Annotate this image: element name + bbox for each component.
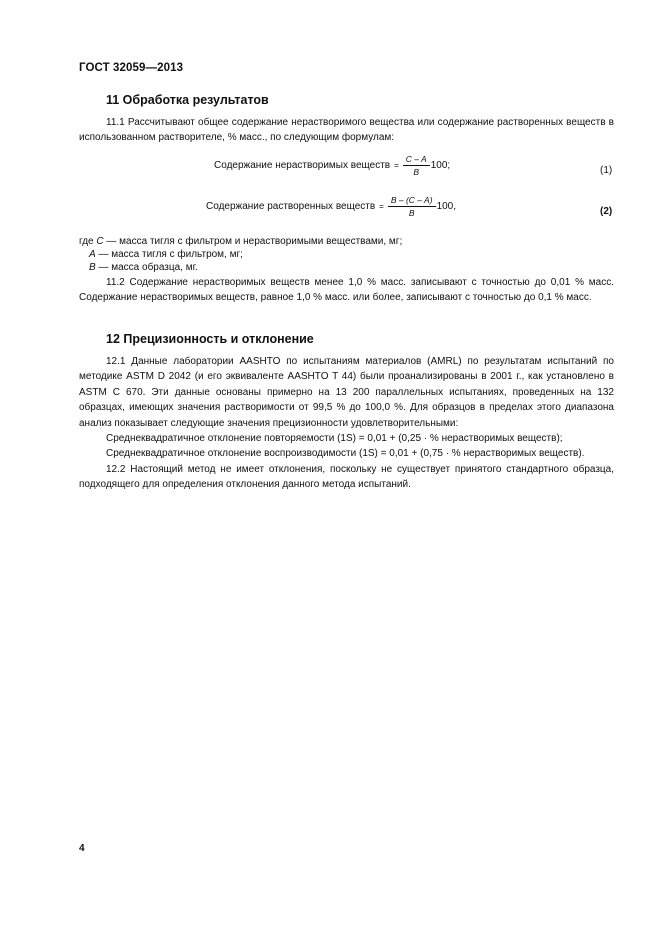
section-12-title: 12 Прецизионность и отклонение bbox=[106, 332, 314, 346]
paragraph-11-2: 11.2 Содержание нерастворимых веществ менее 1,0 % масс. записывают с точностью до 0,01 % масс. Содержание нерастворимых веществ, равное 1,0 % масс. или более, записывают с точностью до 0,1 % масс. bbox=[79, 277, 614, 304]
legend-b: B — масса образца, мг. bbox=[89, 262, 198, 274]
section-11-paragraph-2 bbox=[79, 275, 614, 306]
formula-2-lhs: Содержание растворенных веществ bbox=[206, 201, 376, 212]
formula-1-equals: = bbox=[394, 161, 399, 170]
paragraph-12-repeatability: Среднеквадратичное отклонение повторяемости (1S) = 0,01 + (0,25 · % нерастворимых веществ); bbox=[106, 433, 563, 445]
formula-2-denominator: B bbox=[408, 208, 415, 218]
formula-2-multiplier: 100, bbox=[436, 201, 457, 212]
legend-a: A — масса тигля с фильтром, мг; bbox=[89, 249, 243, 261]
formula-1-numerator: C – A bbox=[403, 154, 430, 166]
formula-1 bbox=[214, 154, 450, 177]
formula-2-numerator: B – (C – A) bbox=[388, 195, 436, 207]
formula-1-number: (1) bbox=[600, 165, 613, 176]
section-11-paragraph-1 bbox=[79, 115, 614, 146]
formula-1-multiplier: 100; bbox=[430, 160, 451, 171]
page-number: 4 bbox=[79, 843, 85, 854]
formula-1-denominator: B bbox=[413, 167, 420, 177]
formula-2-number: (2) bbox=[600, 206, 613, 217]
formula-2-fraction bbox=[388, 195, 436, 218]
paragraph-12-1: 12.1 Данные лаборатории AASHTO по испытаниям материалов (AMRL) по результатам испытаний по методике ASTM D 2042 (и его эквиваленте AASHTO T 44) были проанализированы в 2001 г., как установлено в ASTM C 670. Эти данные основаны примерно на 13 200 параллельных испытаниях, проведенных на 132 образцах, имеющих значения растворимости от 99,5 % до 100,0 %. Для образцов в пределах этого диапазона анализ показывает следующие значения прецизионности удовлетворительными: bbox=[79, 356, 614, 429]
paragraph-12-reproducibility: Среднеквадратичное отклонение воспроизводимости (1S) = 0,01 + (0,75 · % нерастворимых веществ). bbox=[106, 448, 585, 460]
variables-legend bbox=[79, 235, 614, 275]
formula-2-equals: = bbox=[379, 202, 384, 211]
section-11-title: 11 Обработка результатов bbox=[106, 93, 269, 107]
formula-2 bbox=[206, 195, 456, 218]
formula-1-fraction bbox=[403, 154, 430, 177]
legend-c: где C — масса тигля с фильтром и нерастворимыми веществами, мг; bbox=[79, 236, 403, 247]
document-header: ГОСТ 32059—2013 bbox=[79, 62, 184, 74]
formula-1-lhs: Содержание нерастворимых веществ bbox=[214, 160, 391, 171]
section-12-body bbox=[79, 354, 614, 493]
paragraph-12-2: 12.2 Настоящий метод не имеет отклонения, поскольку не существует принятого стандартного образца, подходящего для определения отклонения данного метода испытаний. bbox=[79, 463, 614, 491]
paragraph-11-1: 11.1 Рассчитывают общее содержание нерастворимого вещества или содержание растворенных веществ в использованном растворителе, % масс., по следующим формулам: bbox=[79, 117, 614, 144]
